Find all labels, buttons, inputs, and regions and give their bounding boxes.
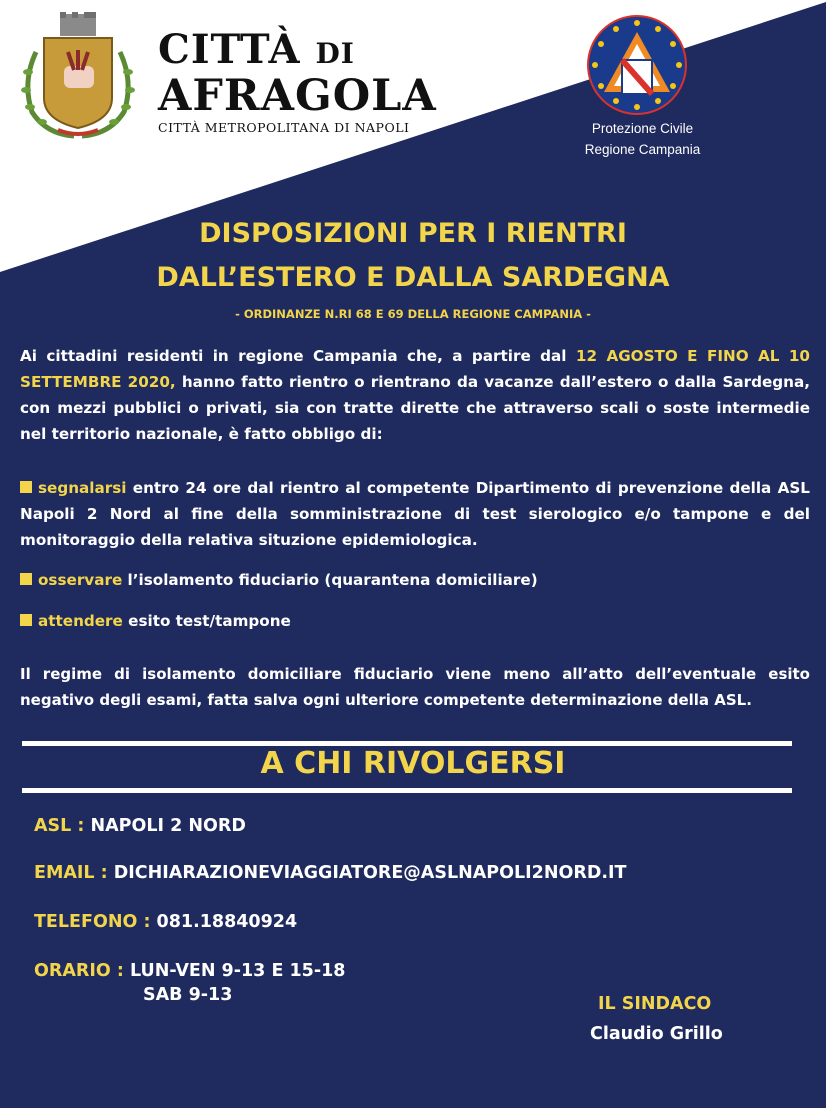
contact-email[interactable]: EMAIL : DICHIARAZIONEVIAGGIATORE@ASLNAPOLI2NORD.IT [34, 863, 627, 883]
city-subtitle: CITTÀ METROPOLITANA DI NAPOLI [158, 120, 410, 135]
email-link[interactable]: DICHIARAZIONEVIAGGIATORE@ASLNAPOLI2NORD.IT [107, 863, 627, 883]
list-item: segnalarsi entro 24 ore dal rientro al competente Dipartimento di prevenzione della ASL Napoli 2 Nord al fine della somministrazione di test sierologico e/o tampone e del monitoraggio della relativa situzione epidemiologica. [20, 479, 810, 549]
contact-hours-saturday: SAB 9-13 [143, 985, 233, 1005]
civil-protection-label: Protezione Civile Regione Campania [584, 121, 701, 157]
city-name-line1: CITTÀ DI [158, 26, 355, 73]
ordinance-subtitle: - ORDINANZE N.RI 68 E 69 DELLA REGIONE CAMPANIA - [235, 307, 591, 321]
city-name-line2: AFRAGOLA [158, 71, 437, 121]
main-title-line2: DALL’ESTERO E DALLA SARDEGNA [156, 262, 670, 293]
closing-paragraph: Il regime di isolamento domiciliare fiduciario viene meno all’atto dell’eventuale esito negativo degli esami, fatta salva ogni ulteriore competente determinazione della ASL. [20, 665, 810, 709]
contact-hours: ORARIO : LUN-VEN 9-13 E 15-18 [34, 961, 346, 981]
bullet-keyword: segnalarsi [38, 479, 127, 497]
bullet-keyword: osservare [38, 571, 123, 589]
divider [22, 788, 792, 793]
mayor-name: Claudio Grillo [590, 1024, 723, 1044]
intro-paragraph: Ai cittadini residenti in regione Campania che, a partire dal 12 AGOSTO E FINO AL 10 SETTEMBRE 2020, hanno fatto rientro o rientrano da vacanze dall’estero o dalla Sardegna, con mezzi pubblici o privati, sia con tratte dirette che attraverso scali o soste intermedie nel territorio nazionale, è fatto obbligo di: [20, 347, 811, 443]
mayor-title: IL SINDACO [598, 994, 712, 1014]
contact-phone: TELEFONO : 081.18840924 [34, 912, 298, 932]
yellow-square-bullet-icon [20, 614, 32, 626]
yellow-square-bullet-icon [20, 573, 32, 585]
yellow-square-bullet-icon [20, 481, 32, 493]
main-title-line1: DISPOSIZIONI PER I RIENTRI [199, 218, 627, 249]
bullet-keyword: attendere [38, 612, 123, 630]
contact-asl: ASL : NAPOLI 2 NORD [34, 816, 246, 836]
list-item: osservare l’isolamento fiduciario (quarantena domiciliare) [20, 567, 810, 593]
contacts-title: A CHI RIVOLGERSI [260, 746, 566, 781]
city-crest-icon [18, 12, 138, 140]
list-item: attendere esito test/tampone [20, 608, 810, 634]
city-title [158, 26, 437, 135]
date-highlight: 12 AGOSTO E FINO AL 10 SETTEMBRE 2020, [20, 347, 810, 391]
civil-protection-logo-icon [586, 14, 688, 116]
